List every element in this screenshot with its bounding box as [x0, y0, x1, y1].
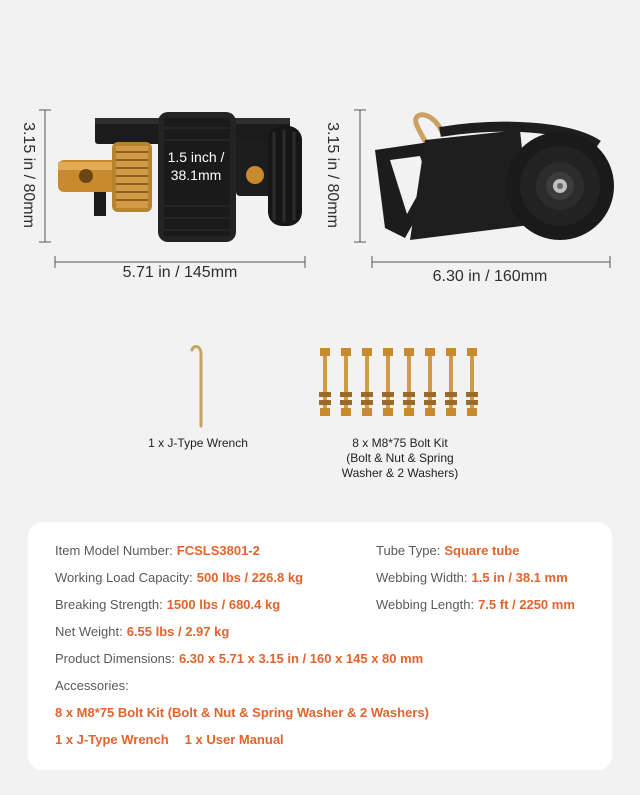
spec-card: [28, 522, 612, 770]
bolt-kit-caption-line3: Washer & 2 Washers): [341, 466, 459, 480]
left-height-label: 3.15 in / 80mm: [20, 122, 37, 228]
spec-value: 500 lbs / 226.8 kg: [196, 570, 304, 585]
spec-label: Item Model Number:: [55, 543, 173, 558]
spec-label: Webbing Length:: [376, 597, 475, 612]
spec-value: FCSLS3801-2: [176, 543, 260, 558]
spec-item-model: [55, 543, 260, 558]
spec-value: 1.5 in / 38.1 mm: [471, 570, 568, 585]
spec-label: Working Load Capacity:: [55, 570, 193, 585]
right-width-dimension-line: [372, 256, 610, 268]
spec-label: Product Dimensions:: [55, 651, 175, 666]
winch-illustrations: [0, 0, 640, 300]
accessories-illustration: [0, 340, 640, 430]
spec-value: 6.30 x 5.71 x 3.15 in / 160 x 145 x 80 mm: [178, 651, 424, 666]
spec-working-load: [55, 570, 303, 585]
right-height-label: 3.15 in / 80mm: [324, 122, 341, 228]
strap-width-label-line1: 1.5 inch /: [167, 149, 225, 165]
left-width-label: 5.71 in / 145mm: [122, 264, 238, 281]
bolt-kit-caption: [320, 436, 480, 481]
right-height-dimension-line: [354, 110, 366, 242]
spec-accessories-label: Accessories:: [55, 678, 129, 693]
spec-value: 1500 lbs / 680.4 kg: [166, 597, 281, 612]
accessories-section: [0, 340, 640, 490]
bolt-kit-caption-line1: 8 x M8*75 Bolt Kit: [352, 436, 448, 450]
spec-label: Webbing Width:: [376, 570, 468, 585]
left-height-dimension-line: [39, 110, 51, 242]
spec-label: Tube Type:: [376, 543, 441, 558]
spec-accessories-line1: 8 x M8*75 Bolt Kit (Bolt & Nut & Spring Washer & 2 Washers): [55, 705, 429, 720]
winch-end-image: [375, 115, 614, 240]
spec-accessories-line2: [55, 732, 284, 747]
spec-net-weight: [55, 624, 229, 639]
spec-tube-type: [376, 543, 519, 558]
spec-label: Breaking Strength:: [55, 597, 163, 612]
spec-value: Square tube: [444, 543, 520, 558]
strap-width-label-line2: 38.1mm: [170, 167, 222, 183]
right-width-label: 6.30 in / 160mm: [432, 268, 548, 285]
wrench-caption: 1 x J-Type Wrench: [148, 436, 248, 450]
spec-label: Net Weight:: [55, 624, 123, 639]
spec-breaking-strength: [55, 597, 280, 612]
spec-accessory-manual: 1 x User Manual: [184, 732, 284, 747]
strap-width-label: [160, 148, 232, 184]
spec-value: 6.55 lbs / 2.97 kg: [126, 624, 230, 639]
spec-product-dimensions: [55, 651, 423, 666]
spec-webbing-width: [376, 570, 568, 585]
bolt-kit-image: [319, 348, 478, 416]
bolt-kit-caption-line2: (Bolt & Nut & Spring: [346, 451, 454, 465]
winch-side-view: [0, 0, 640, 300]
j-wrench-image: [192, 347, 201, 426]
spec-webbing-length: [376, 597, 575, 612]
spec-value: 7.5 ft / 2250 mm: [478, 597, 575, 612]
spec-accessory-wrench: 1 x J-Type Wrench: [55, 732, 169, 747]
